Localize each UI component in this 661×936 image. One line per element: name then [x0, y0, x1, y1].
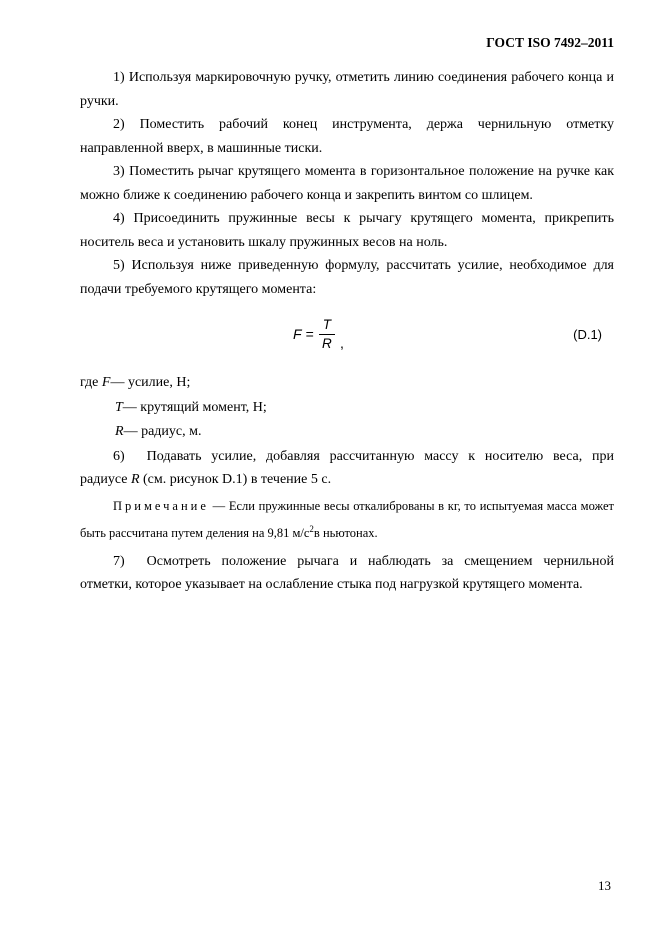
note-superscript-2: 2 — [309, 523, 314, 534]
list-item-5-text: Используя ниже приведенную формулу, рассчитать усилие, необходимое для подачи требуемого крутящего момента: — [80, 258, 615, 297]
note-paragraph — [80, 495, 614, 545]
formula-expression — [293, 317, 344, 351]
formula-equation-number: (D.1) — [573, 326, 602, 342]
list-item-6-text-post: (см. рисунок D.1) в течение 5 с. — [139, 472, 332, 487]
list-item-2-text: Поместить рабочий конец инструмента, держа чернильную отметку направленной вверх, в машинные тиски. — [80, 117, 614, 156]
list-item-1-number: 1) — [113, 70, 125, 85]
list-item-4 — [80, 207, 614, 254]
list-item-2 — [80, 113, 614, 160]
list-item-7-text: Осмотреть положение рычага и наблюдать за смещением чернильной отметки, которое указывает на ослабление стыка под нагрузкой крутящего момента. — [80, 553, 614, 593]
list-item-6-variable-R: R — [130, 472, 140, 487]
formula-numerator: T — [319, 317, 335, 335]
list-item-4-text: Присоединить пружинные весы к рычагу крутящего момента, прикрепить носитель веса и установить шкалу пружинных весов на ноль. — [80, 211, 614, 250]
formula-denominator: R — [322, 335, 332, 351]
list-item-7 — [80, 550, 614, 597]
page-number: 13 — [598, 878, 611, 893]
note-dash: — — [208, 498, 229, 513]
list-item-6 — [80, 445, 614, 492]
list-item-6-number: 6) — [113, 448, 125, 464]
formula-block — [80, 311, 614, 357]
document-header-title: ГОСТ ISO 7492–2011 — [486, 35, 614, 50]
list-item-3-number: 3) — [113, 164, 125, 179]
list-item-5 — [80, 254, 614, 301]
formula-equals-sign: = — [305, 326, 314, 342]
definition-T-text: — крутящий момент, Н; — [122, 399, 267, 415]
list-item-1-text: Используя маркировочную ручку, отметить линию соединения рабочего конца и ручки. — [80, 70, 614, 109]
definition-R-symbol: R — [115, 424, 124, 439]
variable-definitions — [80, 371, 614, 445]
formula-fraction — [319, 317, 335, 351]
list-item-1 — [80, 66, 614, 113]
note-text-post: в ньютонах. — [313, 525, 378, 540]
list-item-2-number: 2) — [113, 117, 125, 132]
formula-trailing-comma: , — [340, 335, 344, 352]
definition-F-text: — усилие, Н; — [110, 375, 191, 390]
formula-lhs: F — [293, 326, 302, 342]
definition-T — [80, 396, 614, 421]
list-item-3-text: Поместить рычаг крутящего момента в горизонтальное положение на ручке как можно ближе к соединению рабочего конца и закрепить винтом со шлицем. — [80, 164, 615, 203]
list-item-3 — [80, 160, 614, 207]
list-item-5-number: 5) — [113, 258, 125, 273]
definition-lead: где — [80, 375, 102, 390]
definition-F — [80, 371, 614, 396]
document-body — [80, 66, 614, 597]
list-item-7-number: 7) — [113, 553, 125, 569]
list-item-4-number: 4) — [113, 211, 125, 226]
note-label: Примечание — [113, 498, 209, 513]
note-text-pre: Если пружинные весы откалиброваны в кг, то испытуемая масса может быть рассчитана путем деления на 9,81 м/с — [80, 498, 614, 540]
definition-R — [80, 420, 614, 445]
list-item-6-text-pre: Подавать усилие, добавляя рассчитанную массу к носителю веса, при радиусе — [80, 448, 614, 487]
definition-F-symbol: F — [101, 375, 111, 390]
definition-R-text: — радиус, м. — [123, 424, 202, 439]
definition-T-symbol: T — [115, 399, 123, 415]
